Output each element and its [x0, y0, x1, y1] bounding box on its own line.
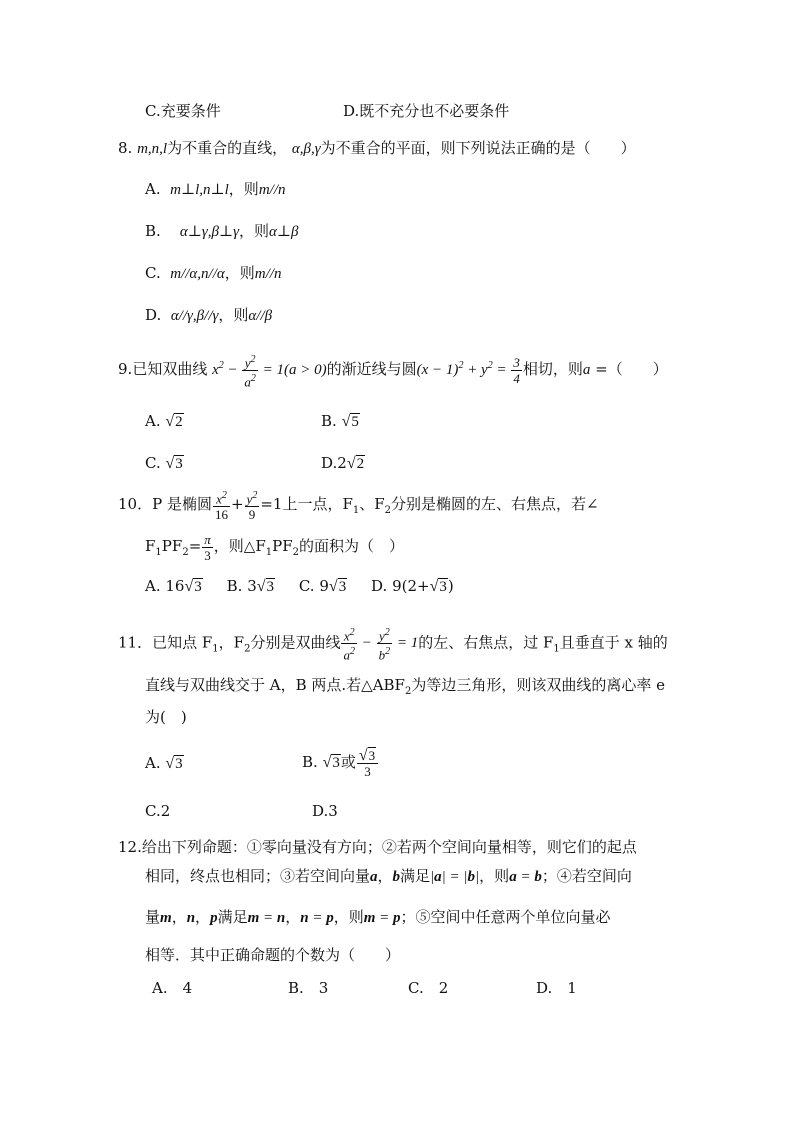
- q7-option-c: C.充要条件: [145, 102, 221, 120]
- q11-option-a: A. √3: [145, 754, 183, 772]
- q9-option-d: D.2√2: [321, 454, 365, 472]
- q8-option-c: C. m//α,n//α，则m//n: [145, 264, 282, 282]
- q9-option-b: B. √5: [321, 412, 359, 430]
- q8-number: 8.: [118, 139, 133, 157]
- q11-option-c: C.2: [145, 802, 171, 820]
- q12-option-a: A. 4: [152, 979, 193, 997]
- q10-option-c: C. 9√3: [298, 577, 347, 595]
- q8-option-b: B. α⊥γ,β⊥γ，则α⊥β: [145, 222, 299, 240]
- q11-stem-line3: 为( ): [145, 708, 187, 726]
- q8-lines-vars: m,n,l: [137, 141, 168, 157]
- q10-stem-line2: $F_1PF_2=$ $\frac{\pi}{3}$ ，则$\triangle F_1PF_2$的面积为（ ）: [145, 531, 405, 563]
- question-10-stem: 10．P 是椭圆 $\frac{x^2}{16}$ + $\frac{y^2}{9}$ =1上一点，$F_1$、$F_2$分别是椭圆的左、右焦点，若∠: [118, 490, 599, 523]
- q8-option-d: D. α//γ,β//γ，则α//β: [145, 306, 273, 324]
- question-12-line1: 12.给出下列命题：①零向量没有方向；②若两个空间向量相等，则它们的起点: [118, 838, 637, 856]
- q12-option-b: B. 3: [288, 979, 329, 997]
- q9-circle-equation: $(x - 1)^2 + y^2$ = $\frac{3}{4}$: [416, 355, 520, 387]
- q12-option-d: D. 1: [536, 979, 577, 997]
- question-8-stem: [118, 137, 636, 160]
- question-12-line4: 相等．其中正确命题的个数为（ ）: [145, 946, 401, 964]
- question-12-line3: 量m，n，p满足m = n，n = p，则m = p；⑤空间中任意两个单位向量必: [145, 908, 611, 926]
- q10-options: [145, 575, 454, 598]
- q10-option-d: D. 9(2+√3): [371, 577, 454, 595]
- q11-option-d: D.3: [312, 802, 338, 820]
- q12-option-c: C. 2: [408, 979, 449, 997]
- q8-stem-text2: 为不重合的平面，则下列说法正确的是（ ）: [320, 139, 636, 157]
- q11-option-b: B. √3或 $\frac{√3}{3}$: [302, 745, 379, 780]
- question-9-stem: 9.已知双曲线 $x^2$ − $\frac{y^2}{a^2}$ = 1(a > 0)的渐近线与圆$(x - 1)^2 + y^2$ = $\frac{3}{4}$ 相切，则a =（ ）: [118, 353, 668, 390]
- q10-option-b: B. 3√3: [226, 577, 275, 595]
- q8-option-a: A. m⊥l,n⊥l，则m//n: [145, 180, 286, 198]
- q9-hyperbola-equation: $x^2$ − $\frac{y^2}{a^2}$ = 1(a > 0): [212, 353, 327, 390]
- question-11-stem: 11．已知点 $F_1$，$F_2$分别是双曲线 $\frac{x^2}{a^2}$ − $\frac{y^2}{b^2}$ = 1的左、右焦点，过 $F_1$且垂直于 x 轴的: [118, 627, 668, 663]
- q9-option-c: C. √3: [145, 454, 183, 472]
- q10-option-a: A. 16√3: [145, 577, 202, 595]
- q8-planes-vars: α,β,γ: [291, 141, 321, 157]
- q9-option-a: A. √2: [145, 412, 183, 430]
- q11-stem-line2: 直线与双曲线交于 A，B 两点.若$\triangle ABF_2$为等边三角形，则该双曲线的离心率 e: [145, 676, 665, 697]
- q8-stem-text1: 为不重合的直线，: [167, 139, 288, 157]
- question-12-line2: 相同，终点也相同；③若空间向量a，b满足|a| = |b|，则a = b；④若空间向: [145, 867, 632, 885]
- q7-option-d: D.既不充分也不必要条件: [343, 102, 510, 120]
